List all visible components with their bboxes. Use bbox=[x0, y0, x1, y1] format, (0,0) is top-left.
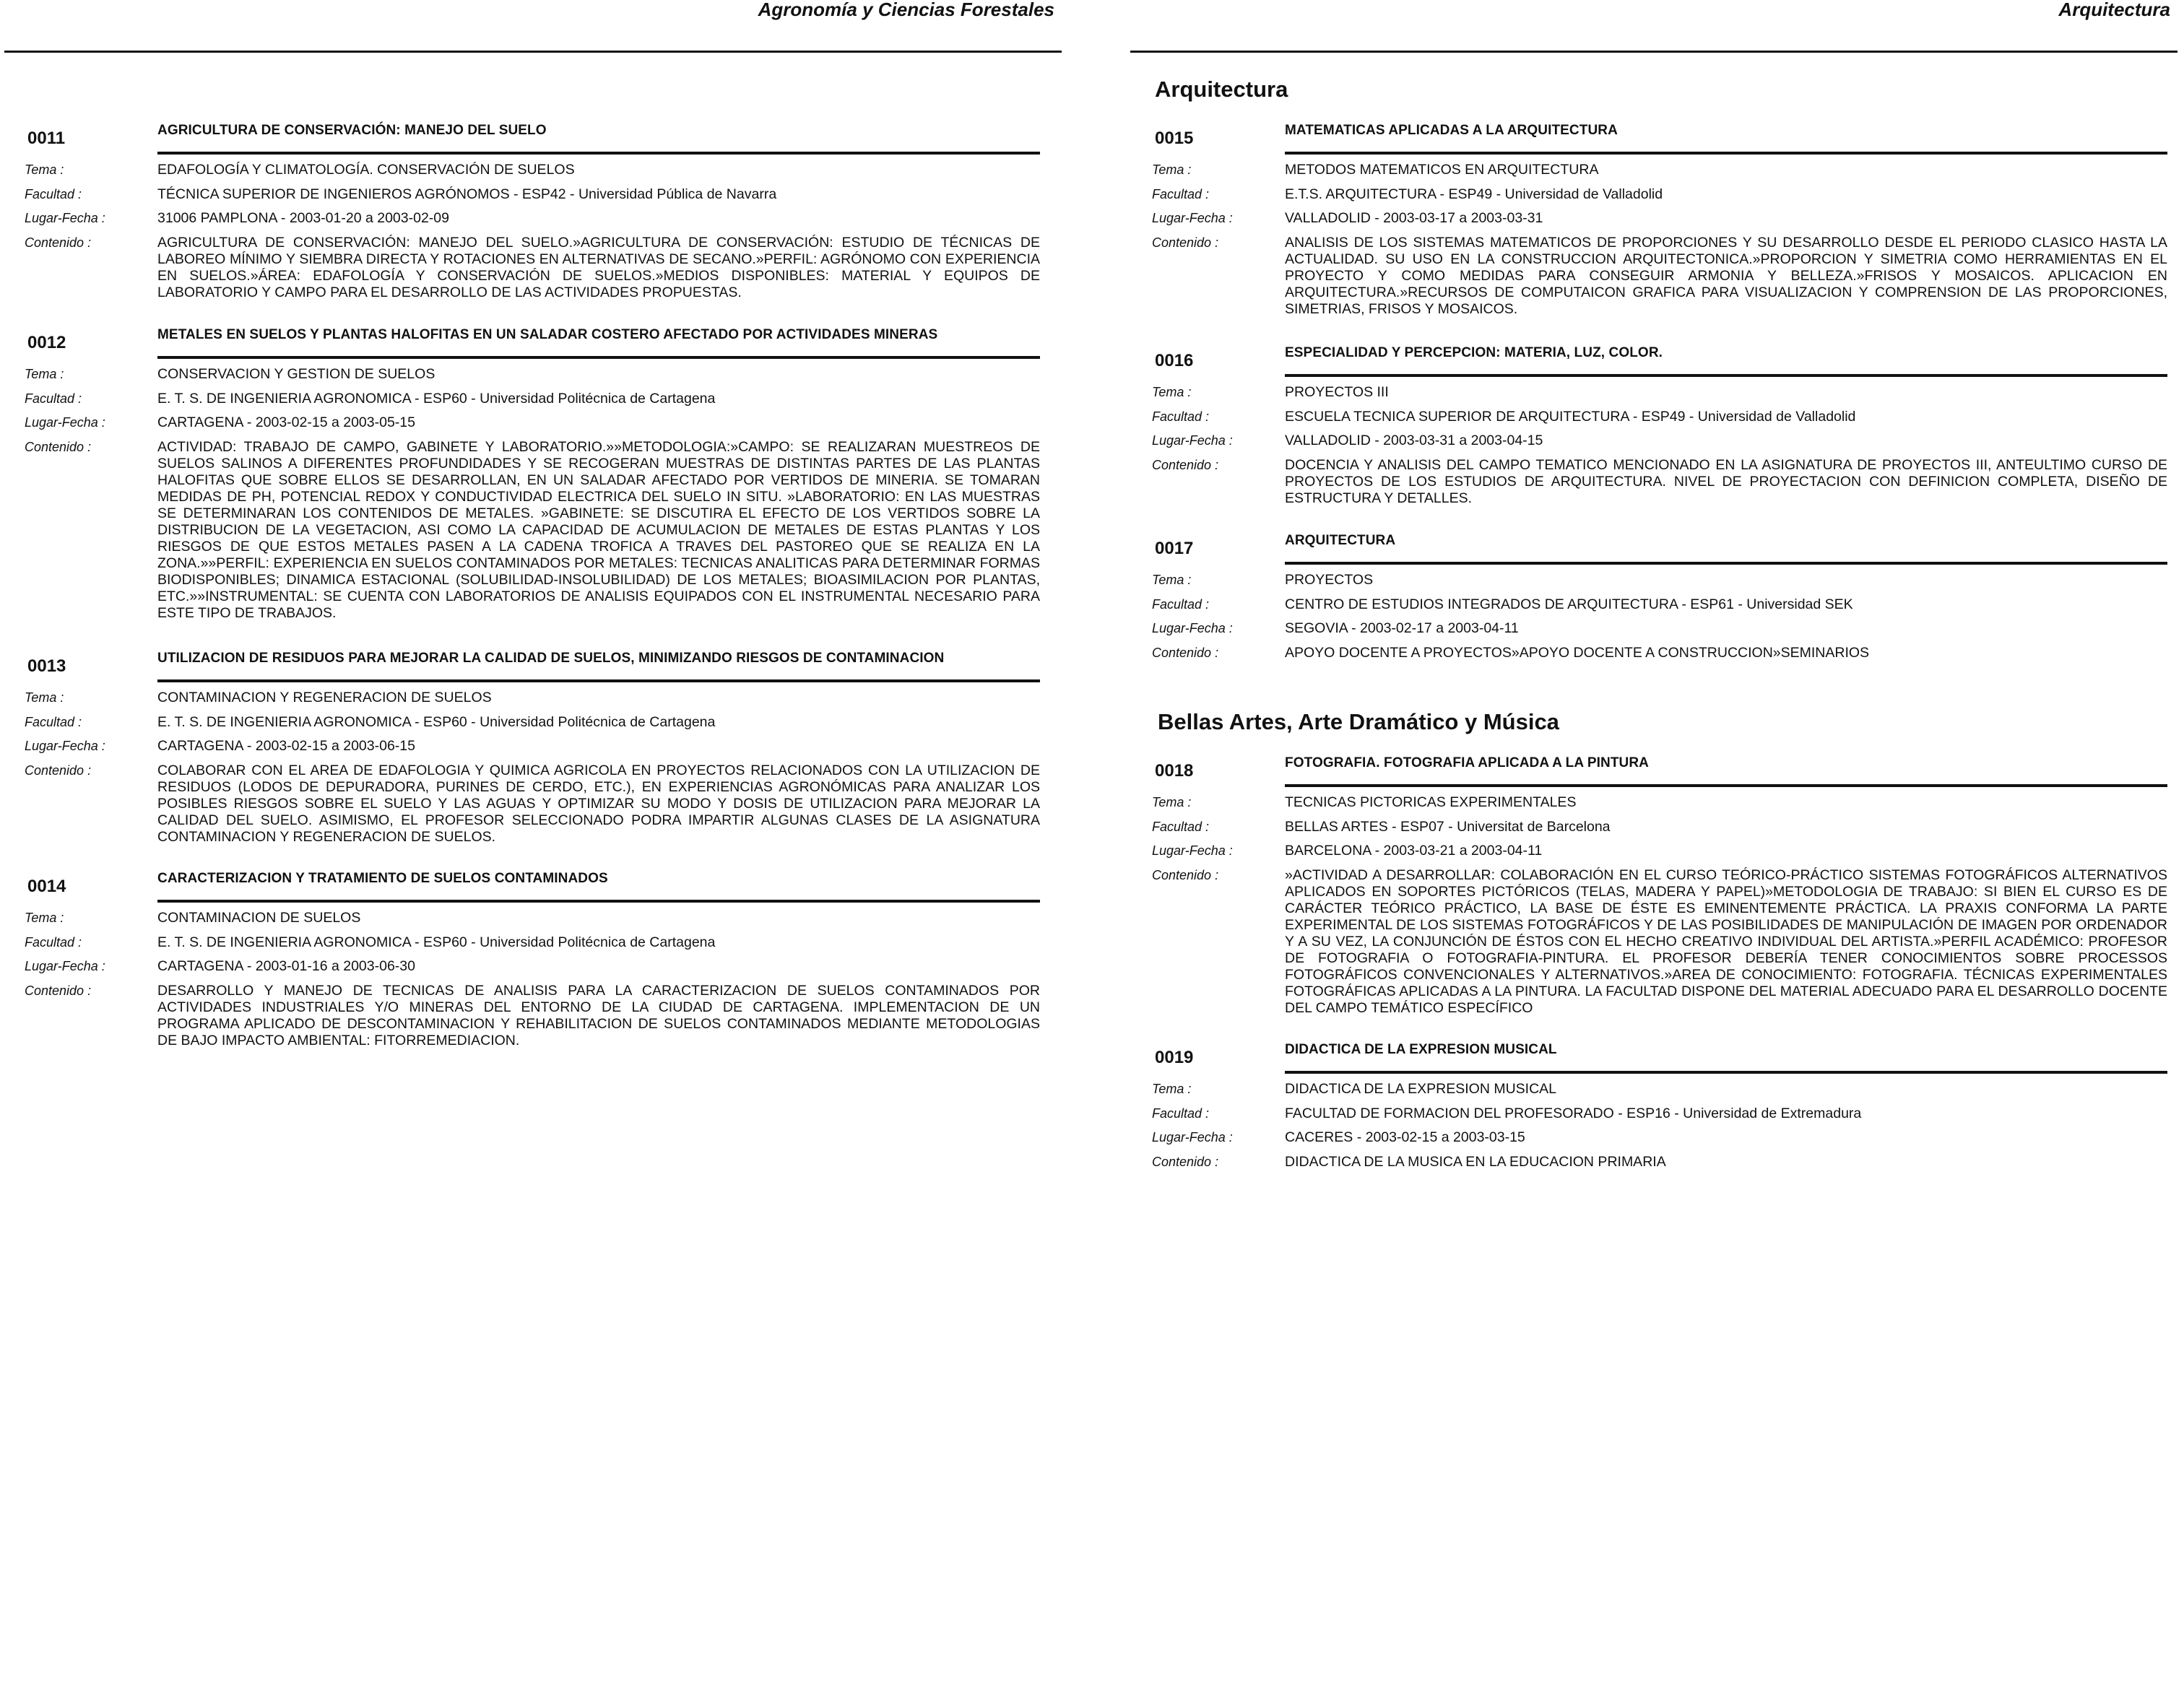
entry bbox=[1152, 123, 2167, 325]
entry-title: ESPECIALIDAD Y PERCEPCION: MATERIA, LUZ, COLOR. bbox=[1285, 345, 1663, 360]
field-label-facultad: Facultad : bbox=[25, 934, 82, 950]
entry-rule bbox=[157, 679, 1040, 682]
lugar-fecha-value: CARTAGENA - 2003-02-15 a 2003-06-15 bbox=[157, 738, 415, 754]
field-label-facultad: Facultad : bbox=[1152, 1106, 1210, 1121]
field-label-contenido: Contenido : bbox=[25, 439, 92, 454]
field-label-contenido: Contenido : bbox=[25, 235, 92, 250]
field-label-contenido: Contenido : bbox=[1152, 235, 1219, 250]
entry bbox=[1152, 1042, 2167, 1178]
entry-rule bbox=[157, 900, 1040, 903]
facultad-value: TÉCNICA SUPERIOR DE INGENIEROS AGRÓNOMOS - ESP42 - Universidad Pública de Navarra bbox=[157, 186, 777, 202]
field-label-lugar-fecha: Lugar-Fecha : bbox=[1152, 621, 1233, 635]
contenido-value: DOCENCIA Y ANALISIS DEL CAMPO TEMATICO MENCIONADO EN LA ASIGNATURA DE PROYECTOS III, ANTEULTIMO CURSO DE PROYECTOS DE LOS ESTUDIOS DE ARQUITECTURA. NIVEL DE PROYECTACION CON DEFINICION COMPLETA, DISEÑO DE ESTRUCTURA Y DETALLES. bbox=[1285, 456, 2167, 506]
entry-rule bbox=[157, 356, 1040, 359]
entry bbox=[1152, 755, 2167, 1024]
contenido-value: APOYO DOCENTE A PROYECTOS»APOYO DOCENTE A CONSTRUCCION»SEMINARIOS bbox=[1285, 644, 1870, 661]
field-label-tema: Tema : bbox=[25, 690, 64, 705]
field-label-contenido: Contenido : bbox=[1152, 645, 1219, 660]
entry bbox=[25, 871, 1040, 1056]
facultad-value: CENTRO DE ESTUDIOS INTEGRADOS DE ARQUITECTURA - ESP61 - Universidad SEK bbox=[1285, 596, 1853, 612]
entry bbox=[25, 651, 1040, 853]
entry-rule bbox=[1285, 374, 2167, 377]
lugar-fecha-value: 31006 PAMPLONA - 2003-01-20 a 2003-02-09 bbox=[157, 210, 449, 226]
tema-value: CONSERVACION Y GESTION DE SUELOS bbox=[157, 366, 436, 382]
field-label-tema: Tema : bbox=[1152, 1082, 1192, 1096]
entry-code: 0015 bbox=[1155, 129, 1194, 148]
field-label-lugar-fecha: Lugar-Fecha : bbox=[1152, 433, 1233, 448]
tema-value: PROYECTOS bbox=[1285, 572, 1374, 588]
facultad-value: E. T. S. DE INGENIERIA AGRONOMICA - ESP60 - Universidad Politécnica de Cartagena bbox=[157, 390, 716, 407]
field-label-tema: Tema : bbox=[1152, 573, 1192, 587]
running-header: Arquitectura bbox=[2058, 0, 2170, 20]
lugar-fecha-value: BARCELONA - 2003-03-21 a 2003-04-11 bbox=[1285, 843, 1543, 859]
entry-title: ARQUITECTURA bbox=[1285, 533, 1396, 548]
field-label-lugar-fecha: Lugar-Fecha : bbox=[25, 415, 105, 430]
tema-value: TECNICAS PICTORICAS EXPERIMENTALES bbox=[1285, 794, 1577, 810]
contenido-value: AGRICULTURA DE CONSERVACIÓN: MANEJO DEL SUELO.»AGRICULTURA DE CONSERVACIÓN: ESTUDIO DE TÉCNICAS DE LABOREO MÍNIMO Y SIEMBRA DIRECTA Y ROTACIONES EN ALTERNATIVAS DE SECANO.»PERFIL: AGRÓNOMO CON EXPERIENCIA EN SUELOS.»ÁREA: EDAFOLOGÍA Y CONSERVACIÓN DE SUELOS.»MEDIOS DISPONIBLES: MATERIAL Y EQUIPOS DE LABORATORIO Y CAMPO PARA EL DESARROLLO DE LAS ACTIVIDADES PROPUESTAS. bbox=[157, 234, 1040, 300]
field-label-lugar-fecha: Lugar-Fecha : bbox=[1152, 211, 1233, 225]
section-title: Arquitectura bbox=[1155, 77, 1288, 102]
section-title: Bellas Artes, Arte Dramático y Música bbox=[1158, 709, 1559, 734]
entry-title: AGRICULTURA DE CONSERVACIÓN: MANEJO DEL SUELO bbox=[157, 123, 547, 138]
entry-code: 0016 bbox=[1155, 351, 1194, 370]
running-header: Agronomía y Ciencias Forestales bbox=[758, 0, 1054, 20]
field-label-facultad: Facultad : bbox=[25, 186, 82, 201]
entry-title: DIDACTICA DE LA EXPRESION MUSICAL bbox=[1285, 1042, 1557, 1057]
tema-value: CONTAMINACION Y REGENERACION DE SUELOS bbox=[157, 690, 492, 705]
entry-rule bbox=[1285, 784, 2167, 787]
facultad-value: ESCUELA TECNICA SUPERIOR DE ARQUITECTURA - ESP49 - Universidad de Valladolid bbox=[1285, 408, 1856, 425]
lugar-fecha-value: VALLADOLID - 2003-03-31 a 2003-04-15 bbox=[1285, 433, 1543, 448]
lugar-fecha-value: VALLADOLID - 2003-03-17 a 2003-03-31 bbox=[1285, 210, 1543, 226]
tema-value: PROYECTOS III bbox=[1285, 384, 1389, 400]
tema-value: METODOS MATEMATICOS EN ARQUITECTURA bbox=[1285, 162, 1599, 178]
field-label-contenido: Contenido : bbox=[25, 763, 92, 778]
header-rule bbox=[1130, 51, 2178, 53]
facultad-value: E. T. S. DE INGENIERIA AGRONOMICA - ESP60 - Universidad Politécnica de Cartagena bbox=[157, 934, 716, 950]
contenido-value: »ACTIVIDAD A DESARROLLAR: COLABORACIÓN EN EL CURSO TEÓRICO-PRÁCTICO SISTEMAS FOTOGRÁFICOS ALTERNATIVOS APLICADOS EN SOPORTES PICTÓRICOS (TELAS, MADERA Y PAPEL)»METODOLOGIA DE TRABAJO: SI BIEN EL CURSO ES DE CARÁCTER TEÓRICO PRÁCTICO, LA BASE DE ÉSTE ES EMINENTEMENTE PRÁCTICA. LA PRAXIS CONFORMA LA PARTE EXPERIMENTAL DE LOS SISTEMAS FOTOGRÁFICOS Y DE LAS POSIBILIDADES DE MANIPULACIÓN DE IMAGEN POR ORDENADOR Y A SU VEZ, LA CONJUNCIÓN DE ÉSTOS CON EL HECHO CREATIVO INDIVIDUAL DEL ARTISTA.»PERFIL ACADÉMICO: PROFESOR DE FOTOGRAFIA O FOTOGRAFIA-PINTURA. EL PROFESOR DEBERÍA TENER CONOCIMIENTOS SOBRE PROCESSOS FOTOGRÁFICOS CONVENCIONALES Y ALTERNATIVOS.»AREA DE CONOCIMIENTO: FOTOGRAFIA. TÉCNICAS EXPERIMENTALES FOTOGRÁFICAS APLICADAS A LA PINTURA. LA FACULTAD DISPONE DEL MATERIAL ADECUADO PARA EL DESARROLLO DOCENTE DEL CAMPO TEMÁTICO ESPECÍFICO bbox=[1285, 866, 2167, 1016]
field-label-facultad: Facultad : bbox=[1152, 409, 1210, 424]
entry-code: 0013 bbox=[27, 656, 66, 676]
entry bbox=[25, 327, 1040, 629]
lugar-fecha-value: SEGOVIA - 2003-02-17 a 2003-04-11 bbox=[1285, 620, 1519, 636]
field-label-lugar-fecha: Lugar-Fecha : bbox=[1152, 1130, 1233, 1144]
lugar-fecha-value: CACERES - 2003-02-15 a 2003-03-15 bbox=[1285, 1129, 1525, 1145]
entry-title: MATEMATICAS APLICADAS A LA ARQUITECTURA bbox=[1285, 123, 1618, 138]
entry-rule bbox=[1285, 1071, 2167, 1074]
facultad-value: FACULTAD DE FORMACION DEL PROFESORADO - ESP16 - Universidad de Extremadura bbox=[1285, 1105, 1862, 1121]
contenido-value: ACTIVIDAD: TRABAJO DE CAMPO, GABINETE Y LABORATORIO.»»METODOLOGIA:»CAMPO: SE REALIZARAN MUESTREOS DE SUELOS SALINOS A DIFERENTES PROFUNDIDADES Y SE RECOGERAN MUESTRAS DE DISTINTAS PARTES DE LAS PLANTAS HALOFITAS QUE SOBRE ELLOS SE DESARROLLAN, EN UN SALADAR AFECTADO POR VERTIDOS DE MINERIA. SE TOMARAN MEDIDAS DE PH, POTENCIAL REDOX Y CONDUCTIVIDAD ELECTRICA DEL SUELO IN SITU. »LABORATORIO: EN LAS MUESTRAS SE DETERMINARAN LOS CONTENIDOS DE METALES. »GABINETE: SE DISCUTIRA EL EFECTO DE LOS VERTIDOS SOBRE LA DISTRIBUCION DE LA VEGETACION, ASI COMO LA CAPACIDAD DE ACUMULACION DE METALES DE ESTAS PLANTAS Y LOS RIESGOS DE QUE ESTOS METALES PASEN A LA CADENA TROFICA A TRAVES DEL PASTOREO QUE SE REALIZA EN LA ZONA.»»PERFIL: EXPERIENCIA EN SUELOS CONTAMINADOS POR METALES: TECNICAS ANALITICAS PARA DETERMINAR FORMAS BIODISPONIBLES; DINAMICA ESTACIONAL (SOLUBILIDAD-INSOLUBILIDAD) DE LOS METALES; BIOASIMILACION POR PLANTAS, ETC.»»INSTRUMENTAL: SE CUENTA CON LABORATORIOS DE ANALISIS EQUIPADOS CON EL INSTRUMENTAL NECESARIO PARA ESTE TIPO DE TRABAJOS. bbox=[157, 438, 1040, 621]
field-label-tema: Tema : bbox=[1152, 162, 1192, 177]
entry-title: CARACTERIZACION Y TRATAMIENTO DE SUELOS CONTAMINADOS bbox=[157, 871, 608, 886]
facultad-value: BELLAS ARTES - ESP07 - Universitat de Barcelona bbox=[1285, 818, 1611, 835]
entry bbox=[1152, 345, 2167, 514]
contenido-value: DESARROLLO Y MANEJO DE TECNICAS DE ANALISIS PARA LA CARACTERIZACION DE SUELOS CONTAMINADOS POR ACTIVIDADES INDUSTRIALES Y/O MINERAS DEL ENTORNO DE LA CIUDAD DE CARTAGENA. IMPLEMENTACION DE UN PROGRAMA APLICADO DE DESCONTAMINACION Y REHABILITACION DE SUELOS CONTAMINADOS MEDIANTE METODOLOGIAS DE BAJO IMPACTO AMBIENTAL: FITORREMEDIACION. bbox=[157, 982, 1040, 1048]
field-label-contenido: Contenido : bbox=[25, 983, 92, 998]
field-label-facultad: Facultad : bbox=[1152, 596, 1210, 612]
field-label-lugar-fecha: Lugar-Fecha : bbox=[25, 739, 105, 753]
field-label-contenido: Contenido : bbox=[1152, 457, 1219, 472]
field-label-facultad: Facultad : bbox=[1152, 819, 1210, 834]
facultad-value: E.T.S. ARQUITECTURA - ESP49 - Universidad de Valladolid bbox=[1285, 186, 1663, 202]
field-label-lugar-fecha: Lugar-Fecha : bbox=[25, 211, 105, 225]
entry-code: 0012 bbox=[27, 333, 66, 352]
entry-code: 0018 bbox=[1155, 761, 1194, 781]
entry-rule bbox=[1285, 152, 2167, 155]
tema-value: DIDACTICA DE LA EXPRESION MUSICAL bbox=[1285, 1081, 1557, 1097]
tema-value: CONTAMINACION DE SUELOS bbox=[157, 910, 361, 926]
field-label-contenido: Contenido : bbox=[1152, 1154, 1219, 1169]
entry-title: FOTOGRAFIA. FOTOGRAFIA APLICADA A LA PINTURA bbox=[1285, 755, 1650, 770]
entry-rule bbox=[157, 152, 1040, 155]
field-label-tema: Tema : bbox=[1152, 385, 1192, 399]
entry bbox=[25, 123, 1040, 308]
field-label-tema: Tema : bbox=[1152, 795, 1192, 809]
contenido-value: DIDACTICA DE LA MUSICA EN LA EDUCACION PRIMARIA bbox=[1285, 1153, 1666, 1170]
contenido-value: ANALISIS DE LOS SISTEMAS MATEMATICOS DE PROPORCIONES Y SU DESARROLLO DESDE EL PERIODO CLASICO HASTA LA ACTUALIDAD. SU USO EN LA CONSTRUCCION ARQUITECTONICA.»PROPORCION Y SIMETRIA COMO HERRAMIENTAS EN EL PROYECTO Y COMO MEDIDAS PARA CONSEGUIR ARMONIA Y BELLEZA.»FRISOS Y MOSAICOS. APLICACION EN ARQUITECTURA.»RECURSOS DE COMPUTAICON GRAFICA PARA VISUALIZACION Y COMPRENSION DE LAS PROPORCIONES, SIMETRIAS, FRISOS Y MOSAICOS. bbox=[1285, 234, 2167, 317]
entry-code: 0019 bbox=[1155, 1048, 1194, 1067]
facultad-value: E. T. S. DE INGENIERIA AGRONOMICA - ESP60 - Universidad Politécnica de Cartagena bbox=[157, 713, 716, 730]
contenido-value: COLABORAR CON EL AREA DE EDAFOLOGIA Y QUIMICA AGRICOLA EN PROYECTOS RELACIONADOS CON LA UTILIZACION DE RESIDUOS (LODOS DE DEPURADORA, PURINES DE CERDO, ETC.), EN EXPERIENCIAS AGRONÓMICAS PARA ANALIZAR LOS POSIBLES RIESGOS SOBRE EL SUELO Y LAS AGUAS Y OPTIMIZAR SU MODO Y DOSIS DE UTILIZACION PARA MEJORAR LA CALIDAD DEL SUELO. ASIMISMO, EL PROFESOR SELECCIONADO PODRA IMPARTIR ALGUNAS CLASES DE LA ASIGNATURA CONTAMINACION Y REGENERACION DE SUELOS. bbox=[157, 762, 1040, 845]
field-label-lugar-fecha: Lugar-Fecha : bbox=[25, 959, 105, 973]
header-rule bbox=[4, 51, 1062, 53]
field-label-contenido: Contenido : bbox=[1152, 867, 1219, 882]
field-label-lugar-fecha: Lugar-Fecha : bbox=[1152, 843, 1233, 858]
entry-code: 0014 bbox=[27, 877, 66, 896]
tema-value: EDAFOLOGÍA Y CLIMATOLOGÍA. CONSERVACIÓN DE SUELOS bbox=[157, 162, 575, 178]
field-label-facultad: Facultad : bbox=[1152, 186, 1210, 201]
entry-code: 0011 bbox=[27, 129, 66, 148]
field-label-tema: Tema : bbox=[25, 162, 64, 177]
field-label-facultad: Facultad : bbox=[25, 391, 82, 406]
entry-rule bbox=[1285, 562, 2167, 565]
entry bbox=[1152, 533, 2167, 669]
entry-title: METALES EN SUELOS Y PLANTAS HALOFITAS EN UN SALADAR COSTERO AFECTADO POR ACTIVIDADES MINERAS bbox=[157, 327, 938, 342]
lugar-fecha-value: CARTAGENA - 2003-02-15 a 2003-05-15 bbox=[157, 414, 415, 430]
field-label-tema: Tema : bbox=[25, 367, 64, 381]
field-label-facultad: Facultad : bbox=[25, 714, 82, 729]
entry-code: 0017 bbox=[1155, 539, 1194, 558]
field-label-tema: Tema : bbox=[25, 911, 64, 925]
entry-title: UTILIZACION DE RESIDUOS PARA MEJORAR LA CALIDAD DE SUELOS, MINIMIZANDO RIESGOS DE CONTAMINACION bbox=[157, 651, 945, 666]
lugar-fecha-value: CARTAGENA - 2003-01-16 a 2003-06-30 bbox=[157, 958, 415, 974]
